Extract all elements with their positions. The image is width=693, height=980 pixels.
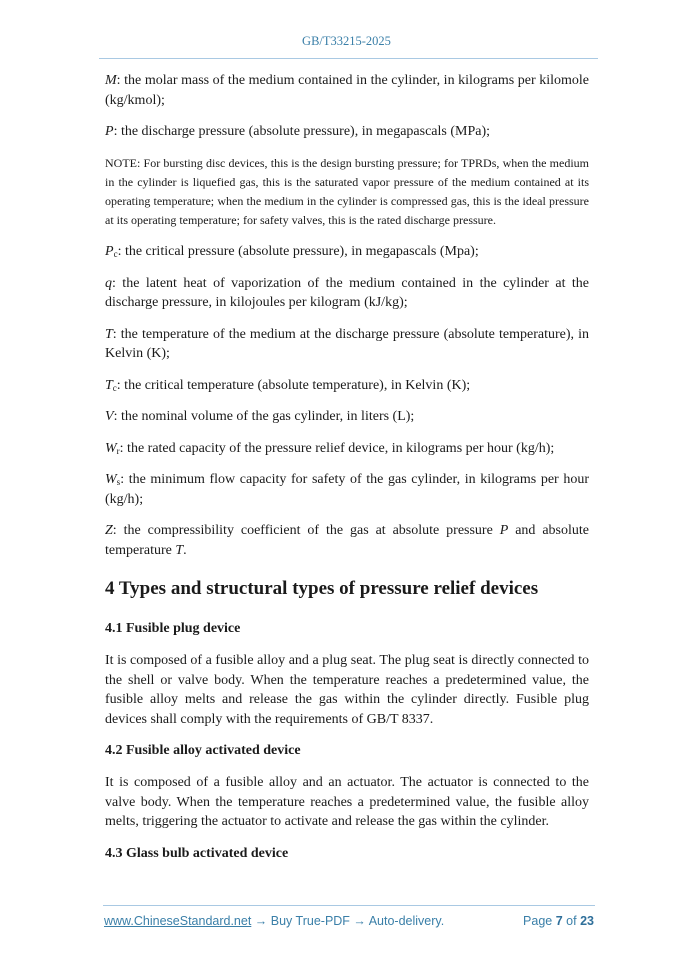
symbol: V <box>105 409 114 425</box>
symbol: T <box>105 326 113 342</box>
website-link[interactable]: www.ChineseStandard.net <box>104 914 252 928</box>
symbol: M <box>105 73 117 88</box>
definition-m: M: the molar mass of the medium contained in the cylinder, in kilograms per kilomole (kg/kmol); <box>105 73 589 108</box>
symbol: q <box>105 275 112 291</box>
page-footer <box>104 914 594 934</box>
symbol: P <box>105 244 114 260</box>
section-4-2-body: It is composed of a fusible alloy and an actuator. The actuator is connected to the valve body. When the temperature reaches a predetermined value, the fusible alloy melts, triggering the actuator to activate and release the gas within the cylinder. <box>105 775 589 830</box>
symbol: P <box>105 124 114 139</box>
definition-p: P: the discharge pressure (absolute pressure), in megapascals (MPa); <box>105 124 491 139</box>
note-paragraph: NOTE: For bursting disc devices, this is the design bursting pressure; for TPRDs, when the medium in the cylinder is liquefied gas, this is the saturated vapor pressure of the medium contained at its operating temperature; when the medium in the cylinder is compressed gas, this is the ideal pressure at its operating temperature; for safety valves, this is the rated discharge pressure. <box>105 155 589 228</box>
section-4-heading: 4 Types and structural types of pressure relief devices <box>105 578 539 600</box>
document-code-header: GB/T33215-2025 <box>302 34 391 48</box>
current-page: 7 <box>555 914 563 928</box>
footer-divider <box>103 905 595 906</box>
section-4-1-body: It is composed of a fusible alloy and a plug seat. The plug seat is directly connected to the shell or valve body. When the temperature reaches a predetermined value, the fusible alloy melts and release the gas within the cylinder directly. Fusible plug devices shall comply with the requirements of GB/T 8337. <box>105 653 589 727</box>
definition-pc: $P_c$: the critical pressure (absolute pressure), in megapascals (Mpa); <box>105 244 479 260</box>
definition-ws: $W_s$: the minimum flow capacity for safety of the gas cylinder, in kilograms per hour (kg/h); <box>105 472 589 507</box>
definition-z: Z: the compressibility coefficient of the gas at absolute pressure P and absolute temperature T. <box>105 523 590 558</box>
page-indicator: Page 7 of 23 <box>523 914 594 928</box>
definition-wr: $W_r$: the rated capacity of the pressure relief device, in kilograms per hour (kg/h); <box>105 440 555 456</box>
section-4-2-heading: 4.2 Fusible alloy activated device <box>105 743 301 759</box>
definition-tc: $T_c$: the critical temperature (absolute temperature), in Kelvin (K); <box>105 377 471 393</box>
footer-promo: www.ChineseStandard.net → Buy True-PDF → Auto-delivery. <box>104 914 445 928</box>
symbol: W <box>105 472 117 488</box>
section-4-1-heading: 4.1 Fusible plug device <box>105 621 241 637</box>
header-divider <box>99 58 598 59</box>
symbol: W <box>105 440 117 456</box>
symbol: T <box>105 377 113 393</box>
definition-t: T: the temperature of the medium at the discharge pressure (absolute temperature), in Kelvin (K); <box>105 326 589 362</box>
definition-v: V: the nominal volume of the gas cylinder, in liters (L); <box>105 409 415 425</box>
page-content <box>105 71 589 876</box>
total-pages: 23 <box>580 914 594 928</box>
definition-q: q: the latent heat of vaporization of the medium contained in the cylinder at the discharge pressure, in kilojoules per kilogram (kJ/kg); <box>105 275 589 311</box>
section-4-3-heading: 4.3 Glass bulb activated device <box>105 845 289 861</box>
